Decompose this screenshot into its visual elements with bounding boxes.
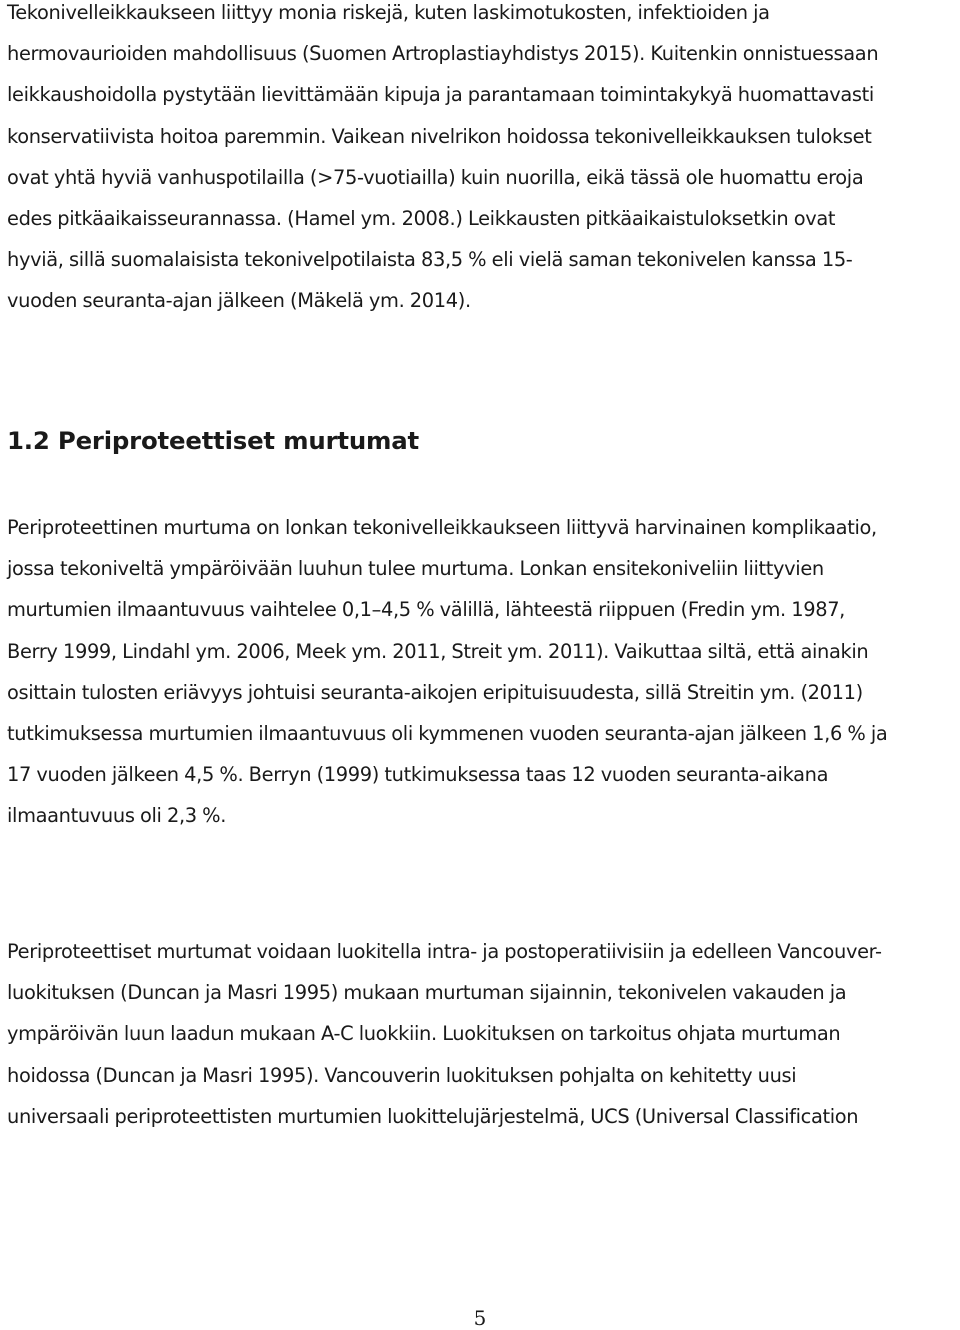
text-line: Periproteettiset murtumat voidaan luokitella intra- ja postoperatiivisiin ja edelleen Vancouver- [7, 940, 882, 963]
text-line: edes pitkäaikaisseurannassa. (Hamel ym. 2008.) Leikkausten pitkäaikaistuloksetkin ovat [7, 207, 836, 231]
text-line: murtumien ilmaantuvuus vaihtelee 0,1–4,5 % välillä, lähteestä riippuen (Fredin ym. 1987, [7, 598, 845, 622]
text-line: 17 vuoden jälkeen 4,5 %. Berryn (1999) tutkimuksessa taas 12 vuoden seuranta-aikana [7, 763, 829, 787]
text-line: hyviä, sillä suomalaisista tekonivelpotilaista 83,5 % eli vielä saman tekonivelen kanssa 15- [7, 248, 853, 272]
text-line: ympäröivän luun laadun mukaan A-C luokkiin. Luokituksen on tarkoitus ohjata murtuman [7, 1022, 841, 1046]
text-line: konservatiivista hoitoa paremmin. Vaikean nivelrikon hoidossa tekonivelleikkauksen tulokset [7, 124, 872, 148]
text-line: osittain tulosten eriävyys johtuisi seuranta-aikojen eripituisuudesta, sillä Streitin ym. (2011) [7, 680, 863, 704]
text-line: Tekonivelleikkaukseen liittyy monia riskejä, kuten laskimotukosten, infektioiden ja [7, 1, 770, 24]
paragraph-fracture-incidence [7, 507, 955, 837]
text-line: hermovaurioiden mahdollisuus (Suomen Artroplastiayhdistys 2015). Kuitenkin onnistuessaan [7, 42, 879, 66]
section-heading: 1.2 Periproteettiset murtumat [7, 426, 419, 455]
paragraph-surgery-risks [7, 0, 955, 322]
text-line: jossa tekoniveltä ympäröivään luuhun tulee murtuma. Lonkan ensitekoniveliin liittyvien [7, 557, 824, 581]
text-line: vuoden seuranta-ajan jälkeen (Mäkelä ym. 2014). [7, 289, 471, 313]
text-line: Periproteettinen murtuma on lonkan tekonivelleikkaukseen liittyvä harvinainen komplikaatio, [7, 516, 877, 539]
text-line: universaali periproteettisten murtumien luokittelujärjestelmä, UCS (Universal Classification [7, 1104, 859, 1128]
paragraph-classification [7, 931, 955, 1137]
text-line: Berry 1999, Lindahl ym. 2006, Meek ym. 2011, Streit ym. 2011). Vaikuttaa siltä, että ainakin [7, 639, 869, 663]
page-number: 5 [473, 1306, 487, 1330]
text-line: hoidossa (Duncan ja Masri 1995). Vancouverin luokituksen pohjalta on kehitetty uusi [7, 1063, 797, 1087]
text-line: ovat yhtä hyviä vanhuspotilailla (>75-vuotiailla) kuin nuorilla, eikä tässä ole huomattu eroja [7, 165, 864, 189]
text-line: leikkaushoidolla pystytään lievittämään kipuja ja parantamaan toimintakykyä huomattavasti [7, 83, 874, 107]
text-line: luokituksen (Duncan ja Masri 1995) mukaan murtuman sijainnin, tekonivelen vakauden ja [7, 981, 847, 1005]
text-line: tutkimuksessa murtumien ilmaantuvuus oli kymmenen vuoden seuranta-ajan jälkeen 1,6 % ja [7, 722, 888, 746]
text-line: ilmaantuvuus oli 2,3 %. [7, 804, 227, 828]
